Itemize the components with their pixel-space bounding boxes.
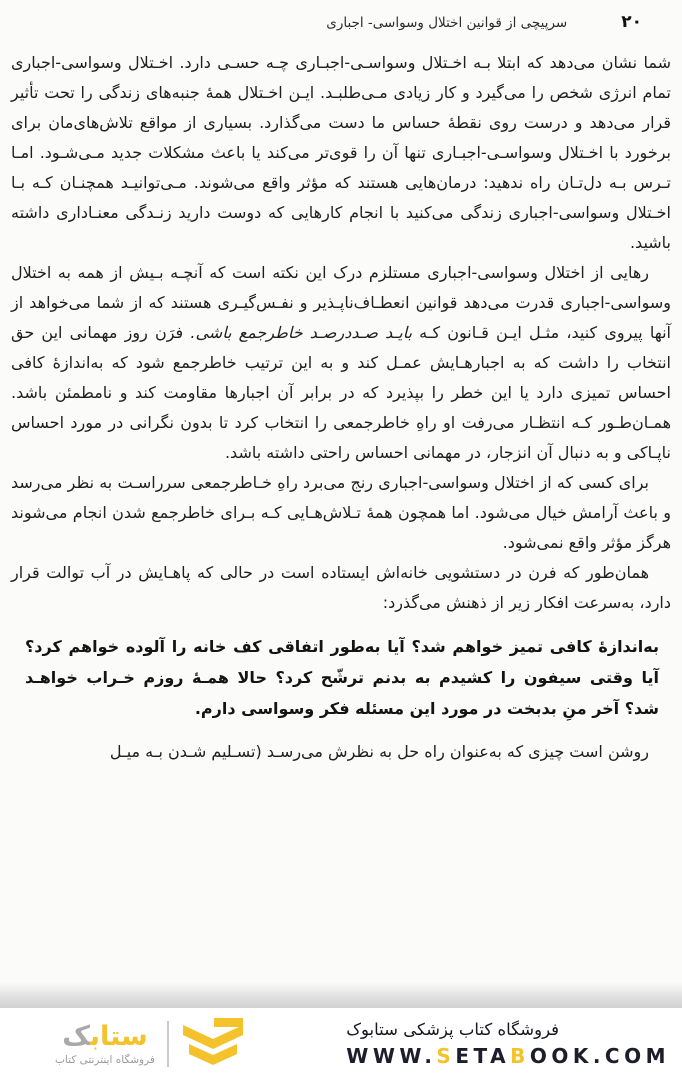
setabook-chevron-icon [181,1017,245,1071]
page-header [0,0,682,32]
paragraph-4 [11,558,671,618]
logo-wordmark [55,1022,155,1052]
logo-tagline: فروشگاه اینترنتی کتاب [55,1054,155,1066]
paragraph-3-text: برای کسی که از اختلال وسواسی-اجباری رنج می‌برد راهِ خـاطرجمعی سرراسـت به نظر می‌رسد و باعث آرامش خیال می‌شود. اما همچون همهٔ تـلاش‌هـایی کـه بـرای خاطرجمع شدن انجام می‌شوند هرگز مؤثر واقع نمی‌شود. [11,473,671,552]
url-eta: ETA [455,1044,511,1068]
url-www: WWW. [346,1044,437,1068]
logo-wordmark-end: ک [62,1021,90,1052]
url-letter-s: S [436,1044,456,1068]
paragraph-1 [11,48,671,258]
store-description: فروشگاه کتاب پزشکی ستابوک [346,1020,560,1039]
page-bottom-fade [0,982,682,1008]
footer-text-block [346,1020,670,1068]
paragraph-3 [11,468,671,558]
running-title: سرپیچی از قوانین اختلال وسواسی- اجباری [326,15,568,31]
logo-divider [167,1021,169,1067]
paragraph-4-text: همان‌طور که فرن در دستشویی خانه‌اش ایستاده است در حالی که پاهـایش در آب توالت قرار دارد، به‌سرعت افکار زیر از ذهنش می‌گذرد: [11,563,671,612]
logo-wordmark-main: ستاب [89,1021,148,1052]
paragraph-5 [11,737,671,767]
url-letter-b: B [510,1044,530,1068]
footer-banner [0,1008,682,1080]
obsessive-thoughts-quote: به‌اندازهٔ کافی تمیز خواهم شد؟ آیا به‌طور اتفاقی کف خانه را آلوده خواهم کرد؟ آیا وقتی سیفون را کشیدم به بدنم ترشّح کرد؟ حالا همـهٔ روزم خـراب خواهـد شد؟ آخر منِ بدبخت در مورد این مسئله فکر وسواسی دارم. [25,637,659,718]
body-text [0,32,682,767]
setabook-logo [55,1016,245,1072]
url-ook-com: OOK.COM [529,1044,670,1068]
paragraph-2-italic-rule: بایـد صـددرصـد خاطرجمع باشی. [190,323,413,342]
logo-wordmark-block [55,1022,155,1066]
paragraph-2-continuation: فرَن روز مهمانی این حق انتخاب را داشت که به اجبارهـایش عمـل کند و به این ترتیب خاطرجمع شود که به‌اندازهٔ کافی احساس تمیزی دارد یا این خطر را بپذیرد که در برابر آن اجبارها مقاومت کند و نامطمئن باشد. همـان‌طـور کـه انتظـار می‌رفت او راهِ خاطرجمعی را انتخاب کرد تا بدون نگرانی در مورد احساس ناپـاکی و به دنبال آن انزجار، در مهمانی احساس راحتی داشته باشد. [11,323,671,462]
page-number: ۲۰ [621,12,642,32]
paragraph-1-text: شما نشان می‌دهد که ابتلا بـه اخـتلال وسواسـی-اجبـاری چـه حسـی دارد. اخـتلال وسواسی-اجباری تمام انرژی شخص را می‌گیرد و کار زیادی مـی‌طلبـد. ایـن اخـتلال همهٔ جنبه‌های زندگی را تحت تأثیر قرار می‌دهد و درست روی نقطهٔ حساس ما دست می‌گذارد. بسیاری از مواقع تلاش‌های‌مان برای برخورد با اخـتلال وسواسـی-اجبـاری تنها آن را قوی‌تر می‌کند یا باعث مشکلات جدید مـی‌شـود. امـا تـرس بـه دل‌تـان راه ندهید: درمان‌هایی هستند که مؤثر واقع می‌شوند. مـی‌توانیـد همچنـان کـه بـا اخـتلال وسواسی-اجباری زندگی می‌کنید با انجام کارهایی که دوست دارید زنـدگی معنـاداری داشته باشید. [11,53,671,252]
paragraph-2-text: رهایی از اختلال وسواسی-اجباری مستلزم درک این نکته است که آنچـه بـیش از همه به اختلال وسواسی-اجباری قدرت می‌دهد قوانین انعطـاف‌ناپـذیر و نفـس‌گیـری هستند که از شما می‌خواهد از آنها پیروی کنید، مثـل ایـن قـانون کـه [11,263,671,342]
paragraph-2 [11,258,671,468]
paragraph-5-text: روشن است چیزی که به‌عنوان راه حل به نظرش می‌رسـد (تسـلیم شـدن بـه میـل [109,742,649,761]
website-url-link[interactable] [346,1044,670,1068]
